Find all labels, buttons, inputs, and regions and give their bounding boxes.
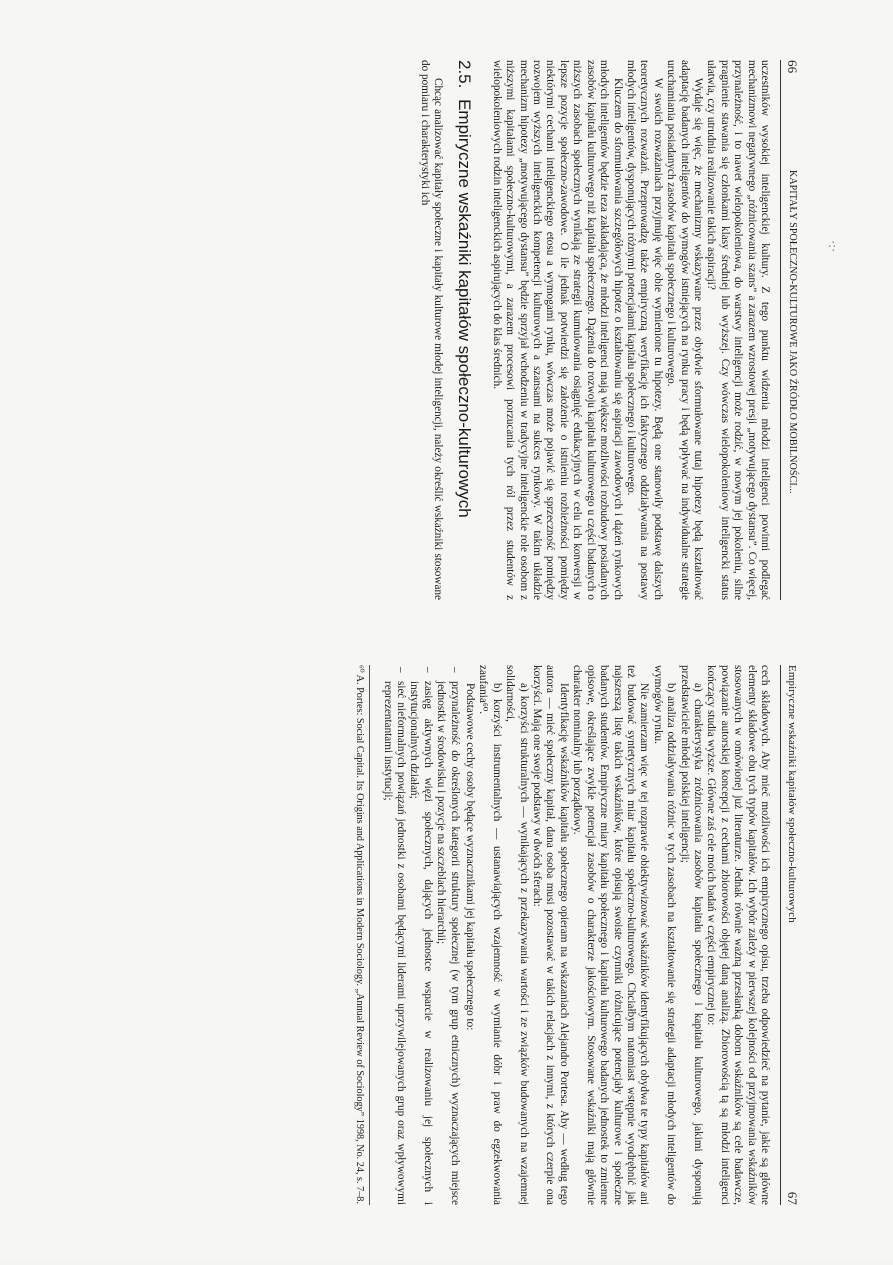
- right-body: [353, 665, 771, 1205]
- right-page-number: 67: [785, 1191, 800, 1205]
- paragraph: cech składowych. Aby mieć możliwości ich empirycznego opisu, trzeba odpowiedzieć na pytanie, jakie są główne elementy składowe obu tych typów kapitałów. Ich wybór zależy w pierwszej kolejności od przyjmowania wskaźników stosowanych w omówionej już literaturze. Jednak równie ważną przesłanką doboru wskaźników są cele badawcze, powiązanie autorskiej koncepcji z cechami zbiorowości objętej daną analizą. Zbiorowością tą są młodzi inteligenci kończący studia wyższe. Główne zaś cele moich badań w części empirycznej to:: [705, 665, 771, 1205]
- left-body: [417, 60, 771, 600]
- left-running-head: [780, 60, 798, 600]
- paragraph: Chcąc analizować kapitały społeczne i kapitały kulturowe młodej inteligencji, należy określić wskaźniki stosowane do pomiaru i charakterystyki ich: [418, 60, 445, 600]
- left-running-head-text: KAPITAŁY SPOŁECZNO-KULTUROWE JAKO ŹRÓDŁO MOBILNOŚCI...: [787, 170, 798, 494]
- right-running-head: [780, 665, 798, 1205]
- left-page: [0, 20, 893, 630]
- paragraph: b) korzyści instrumentalnych — ustanawiających wzajemność w wymianie dóbr i praw do egzekwowania zaufania⁶⁰.: [477, 665, 503, 1205]
- paragraph: Identyfikację wskaźników kapitału społecznego opieram na wskazaniach Alejandro Portesa. Aby — według tego autora — mieć społeczny kapitał, dana osoba musi pozostawać w takich relacjach z innymi, z których czerpie ona korzyści. Mają one swoje podstawy w dwóch sferach:: [531, 665, 570, 1205]
- paragraph: Wydaje się więc, że mechanizmy wskazywane przez obydwie sformułowane tutaj hipotezy będą kształtować adaptację badanych inteligentów do wymogów istniejących na rynku pracy i będą wpływać na indywidualne strategie uruchamiania posiadanych zasobów kapitału społecznego i kulturowego.: [665, 60, 704, 600]
- paragraph: Kluczem do sformułowania szczegółowych hipotez o kształtowaniu się aspiracji zawodowych i dążeń rynkowych młodych inteligentów będzie teza zakładająca, że młodzi inteligenci mają większe możliwości rozbudowy posiadanych zasobów kapitału kulturowego niż kapitału społecznego. Dążenia do rozwoju kapitału kulturowego u części badanych o niższych zasobach społecznych wynikają ze strategii kumulowania osiągnięć edukacyjnych w celu ich konwersji w lepsze pozycje społeczno-zawodowe. O ile jednak potwierdzi się założenie o istnieniu rozbieżności pomiędzy niektórymi cechami inteligenckiego etosu a wymogami rynku, wówczas może pojawić się sprzeczność pomiędzy rozwojem wyższych inteligenckich kompetencji kulturowych a szansami na sukces rynkowy. W takim układzie mechanizm hipotezy „motywującego dystansu” będzie sprzyjał wchodzeniu w tradycyjne inteligenckie role osobom z niższymi kapitałami społeczno-kulturowymi, a zarazem procesowi porzucania tych ról przez studentów z wielopokoleniowych rodzin inteligenckich aspirujących do klas średnich.: [490, 60, 624, 600]
- footnote: ⁶⁰ A. Portes: Social Capital. Its Origins and Applications in Modern Sociology. „Annual Review of Sociology” 1998, No. 24, s. 7–8.: [353, 665, 370, 1205]
- right-running-head-text: Empiryczne wskaźniki kapitałów społeczno-kulturowych: [786, 665, 798, 923]
- paragraph: a) charakterystyka zróżnicowania zasobów kapitału społecznego i kapitału kulturowego, jakimi dysponują przedstawiciele młodej polskiej inteligencji;: [678, 665, 704, 1205]
- right-page: [0, 655, 893, 1265]
- paragraph: b) analiza oddziaływania różnic w tych zasobach na kształtowanie się strategii adaptacji młodych inteligentów do wymogów rynku.: [651, 665, 678, 1205]
- list-item: – zasięg aktywnych więzi społecznych, dających jednostce wsparcie w realizowaniu jej społecznych i instytucjonalnych działań;: [407, 665, 434, 1205]
- scan-speck: ·:·: [826, 240, 841, 253]
- list-item: – sieć nieformalnych powiązań jednostki z osobami będącymi liderami uprzywilejowanych grup oraz wpływowymi reprezentantami instytucji;: [380, 665, 407, 1205]
- section-number: 2.5.: [455, 60, 475, 89]
- list-item: – przynależność do określonych kategorii struktury społecznej (w tym grup etnicznych) wyznaczających miejsce jednostki w środowisku i pozycje na szczeblach hierarchii;: [434, 665, 461, 1205]
- list: [380, 665, 460, 1205]
- paragraph: Podstawowe cechy osoby będące wyznacznikami jej kapitału społecznego to:: [464, 683, 477, 1031]
- paragraph: a) korzyści strukturalnych — wynikających z przekazywania wartości i ze związków budowanych na wzajemnej solidarności,: [504, 665, 530, 1205]
- section-title: Empiryczne wskaźniki kapitałów społeczno-kulturowych: [455, 99, 475, 518]
- paragraph: W swoich rozważaniach przyjmuję więc obie wymienione tu hipotezy. Będą one stanowiły podstawę dalszych teoretycznych rozważań. Przeprowadzę także empiryczną weryfikację ich faktycznego oddziaływania na postawy młodych inteligentów, dysponujących różnymi potencjałami kapitału społecznego i kulturowego.: [624, 60, 664, 600]
- left-page-number: 66: [785, 60, 800, 74]
- section-heading: [455, 60, 475, 600]
- paragraph: uczestników wysokiej inteligenckiej kultury. Z tego punktu widzenia młodzi inteligenci powinni podlegać mechanizmowi negatywnego „różnicowania szans” a zarazem wzrostowej presji „motywującego dystansu”. Co więcej, przynależność, i to nawet wielopokoleniowa, do warstwy inteligencji może rodzić, w nowym jej pokoleniu, silne pragnienie stawania się członkami klasy średniej lub wyższej. Czy wówczas wielopokoleniowy inteligencki status ułatwia, czy utrudnia realizowanie takich aspiracji?: [705, 60, 771, 600]
- paragraph: Nie zamierzam więc w tej rozprawie obiektywizować wskaźników identyfikujących obydwa te typy kapitałów ani też budować syntetycznych miar kapitału społeczno-kulturowego. Chciałbym natomiast wstępnie wyodrębnić jak najszerszą listę takich wskaźników, które opisują swoiste czynniki różnicujące potencjały kulturowe i społeczne badanych studentów. Empiryczne miary kapitału społecznego i kapitału kulturowego badanych jednostek to zmienne opisowe, określające zwykle potencjał zasobów o charakterze jakościowym. Stosowane wskaźniki mają głównie charakter nominalny lub porządkowy.: [571, 665, 651, 1205]
